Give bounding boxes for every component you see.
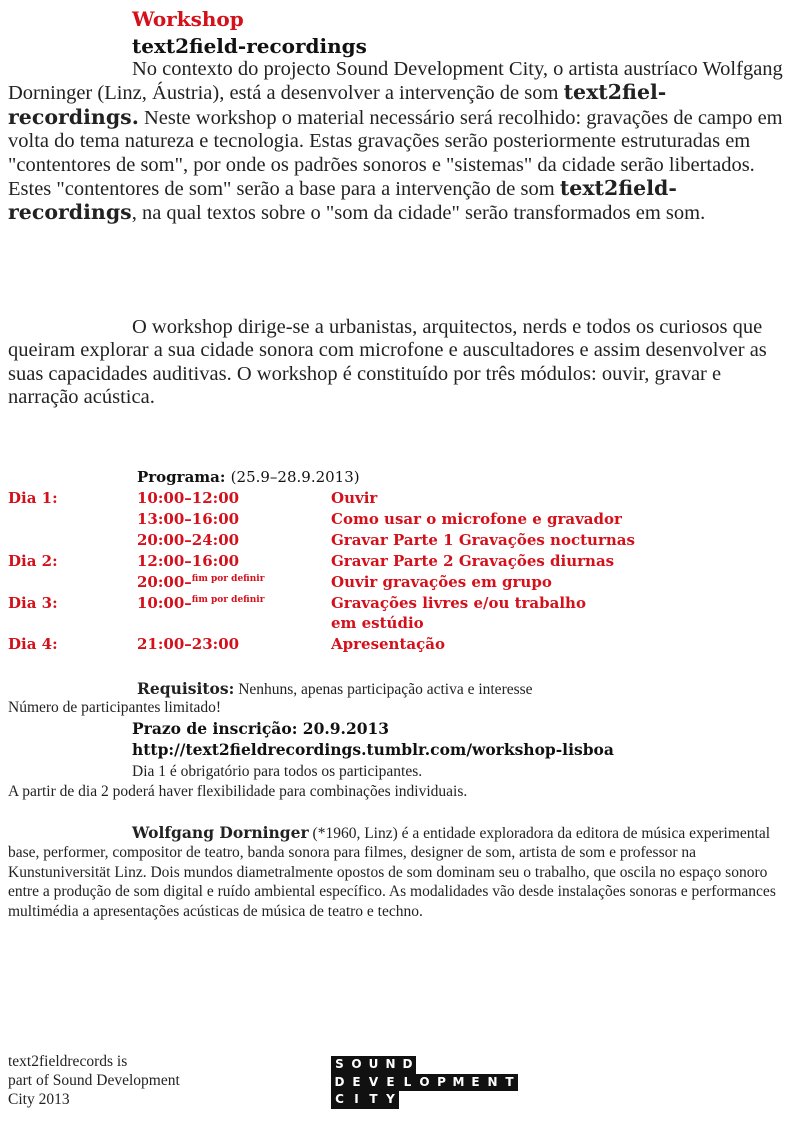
schedule-activity: em estúdio	[331, 614, 424, 632]
logo-letter: N	[382, 1056, 399, 1074]
logo-letter: T	[365, 1091, 382, 1109]
programa-dates: (25.9–28.9.2013)	[230, 468, 360, 486]
project-name-bold: text2field-recordings	[8, 176, 677, 225]
logo-letter: C	[331, 1091, 348, 1109]
logo-letter: D	[399, 1056, 416, 1074]
bio-name: Wolfgang Dorninger	[132, 823, 309, 842]
schedule-time-note: fim por definir	[191, 595, 265, 605]
day1-note: Dia 1 é obrigatório para todos os participantes.	[132, 763, 423, 780]
schedule-activity: Gravações livres e/ou trabalho	[331, 594, 586, 612]
logo-letter: O	[348, 1056, 365, 1074]
logo-row-city	[331, 1091, 518, 1109]
footer-line: text2fieldrecords is	[8, 1053, 128, 1070]
schedule-time	[137, 594, 264, 615]
footer-line: part of Sound Development	[8, 1072, 180, 1089]
project-name-bold: text2fiel-recordings.	[8, 80, 667, 129]
logo-letter: D	[331, 1074, 348, 1092]
logo-letter: L	[399, 1074, 416, 1092]
sound-development-city-logo	[331, 1056, 518, 1109]
logo-letter: P	[433, 1074, 450, 1092]
intro-text: No contexto do projecto Sound Development City, o artista austríaco Wolfgang Dorninger (Linz, Áustria), está a desenvolver a intervenção de som	[8, 58, 783, 105]
registration-link[interactable]: http://text2fieldrecordings.tumblr.com/workshop-lisboa	[132, 740, 614, 759]
programa-heading	[137, 468, 360, 486]
flexibility-note: A partir de dia 2 poderá haver flexibilidade para combinações individuais.	[8, 783, 468, 800]
logo-letter: Y	[382, 1091, 399, 1109]
page-subtitle: text2field-recordings	[132, 34, 367, 58]
schedule-activity: Gravar Parte 2 Gravações diurnas	[331, 552, 615, 570]
schedule-time: 12:00–16:00	[137, 552, 240, 570]
logo-letter: M	[450, 1074, 467, 1092]
logo-letter: U	[365, 1056, 382, 1074]
requirements-text: Nenhuns, apenas participação activa e interesse	[234, 681, 533, 698]
logo-row-development	[331, 1074, 518, 1092]
bio-paragraph	[8, 823, 793, 921]
schedule-day: Dia 2:	[8, 552, 58, 570]
schedule-time-note: fim por definir	[191, 574, 265, 584]
logo-letter: S	[331, 1056, 348, 1074]
footer-line: City 2013	[8, 1091, 70, 1108]
schedule-time: 10:00–12:00	[137, 489, 240, 507]
logo-letter: E	[467, 1074, 484, 1092]
logo-letter: E	[382, 1074, 399, 1092]
schedule-time	[137, 573, 264, 594]
intro-text: , na qual textos sobre o "som da cidade" serão transformados em som.	[131, 202, 706, 225]
intro-paragraph-2: O workshop dirige-se a urbanistas, arquitectos, nerds e todos os curiosos que queiram explorar a sua cidade sonora com microfone e auscultadores e assim desenvolver as suas capacidades auditivas. O workshop é constituído por três módulos: ouvir, gravar e narração acústica.	[8, 316, 767, 409]
logo-letter: I	[348, 1091, 365, 1109]
programa-label: Programa:	[137, 468, 226, 486]
schedule-time: 13:00–16:00	[137, 510, 240, 528]
logo-letter: T	[501, 1074, 518, 1092]
schedule-activity: Como usar o microfone e gravador	[331, 510, 622, 528]
schedule-day: Dia 3:	[8, 594, 58, 612]
schedule-activity: Apresentação	[331, 635, 445, 653]
logo-letter: E	[348, 1074, 365, 1092]
registration-deadline: Prazo de inscrição: 20.9.2013	[132, 719, 390, 738]
schedule-day: Dia 1:	[8, 489, 58, 507]
logo-letter: O	[416, 1074, 433, 1092]
schedule-activity: Ouvir	[331, 489, 378, 507]
logo-letter: N	[484, 1074, 501, 1092]
schedule-time: 21:00–23:00	[137, 635, 240, 653]
requirements-line	[137, 679, 533, 699]
logo-row-sound	[331, 1056, 518, 1074]
requirements-label: Requisitos:	[137, 679, 235, 698]
footer-note	[8, 1052, 180, 1109]
logo-letter: V	[365, 1074, 382, 1092]
intro-paragraph-1	[8, 58, 793, 226]
schedule-activity: Gravar Parte 1 Gravações nocturnas	[331, 531, 635, 549]
intro-text: Neste workshop o material necessário será recolhido: gravações de campo em volta do tema natureza e tecnologia. Estas gravações serão posteriormente estruturadas em "contentores de som", por onde os padrões sonoros e "sistemas" da cidade serão libertados. Estes "contentores de som" serão a base para a intervenção de som	[8, 106, 783, 201]
schedule-time-start: 20:00–	[137, 573, 192, 591]
schedule-activity: Ouvir gravações em grupo	[331, 573, 552, 591]
schedule-time: 20:00–24:00	[137, 531, 240, 549]
schedule-time-start: 10:00–	[137, 594, 192, 612]
page-title: Workshop	[132, 7, 244, 31]
bio-text: (*1960, Linz) é a entidade exploradora da editora de música experimental base, performer, compositor de teatro, banda sonora para filmes, designer de som, artista de som e professor na Kunstuniversität Linz. Dois mundos diametralmente opostos de som dominam seu o trabalho, que oscila no espaço sonoro entre a produção de som digital e ruído ambiental específico. As modalidades vão desde instalações sonoras e performances multimédia a apresentações acústicas de música de teatro e techno.	[8, 825, 776, 920]
schedule-day: Dia 4:	[8, 635, 58, 653]
participants-limited: Número de participantes limitado!	[8, 699, 222, 716]
